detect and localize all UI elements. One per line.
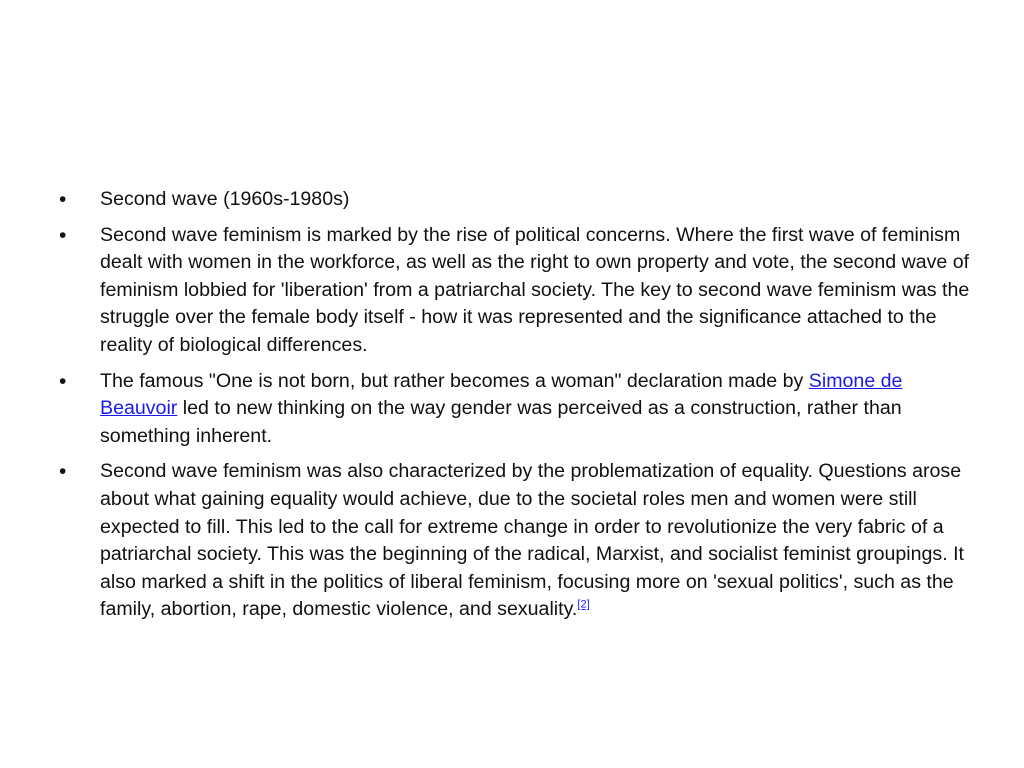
bullet-text: Second wave (1960s-1980s) xyxy=(100,188,350,210)
simone-de-beauvoir-link[interactable]: Simone de Beauvoir xyxy=(100,369,903,420)
bullet-item-political-concerns xyxy=(59,222,970,360)
bullet-item-period xyxy=(59,186,970,214)
bullet-icon: • xyxy=(59,223,67,247)
bullet-text: Second wave feminism is marked by the rise of political concerns. Where the first wave of feminism dealt with women in the workforce, as well as the right to own property and vote, the second wave of feminism lobbied for 'liberation' from a patriarchal society. The key to second wave feminism was the struggle over the female body itself - how it was represented and the significance attached to the reality of biological differences. xyxy=(100,223,970,356)
bullet-item-beauvoir xyxy=(59,368,970,451)
bullet-item-equality xyxy=(59,458,970,624)
bullet-list xyxy=(59,186,970,632)
bullet-text: Second wave feminism was also characterized by the problematization of equality. Questions arose about what gaining equality would achieve, due to the societal roles men and women were still expected to fill. This led to the call for extreme change in order to revolutionize the very fabric of a patriarchal society. This was the beginning of the radical, Marxist, and socialist feminist groupings. It also marked a shift in the politics of liberal feminism, focusing more on 'sexual politics', such as the family, abortion, rape, domestic violence, and sexuality. xyxy=(100,460,964,621)
bullet-icon: • xyxy=(59,460,67,484)
bullet-text-before-link: The famous "One is not born, but rather becomes a woman" declaration made by xyxy=(100,369,809,392)
bullet-text-after-link: led to new thinking on the way gender was perceived as a construction, rather than something inherent. xyxy=(100,397,902,447)
citation-link[interactable]: [2] xyxy=(577,598,590,611)
bullet-icon: • xyxy=(59,369,67,393)
bullet-icon: • xyxy=(59,188,67,211)
